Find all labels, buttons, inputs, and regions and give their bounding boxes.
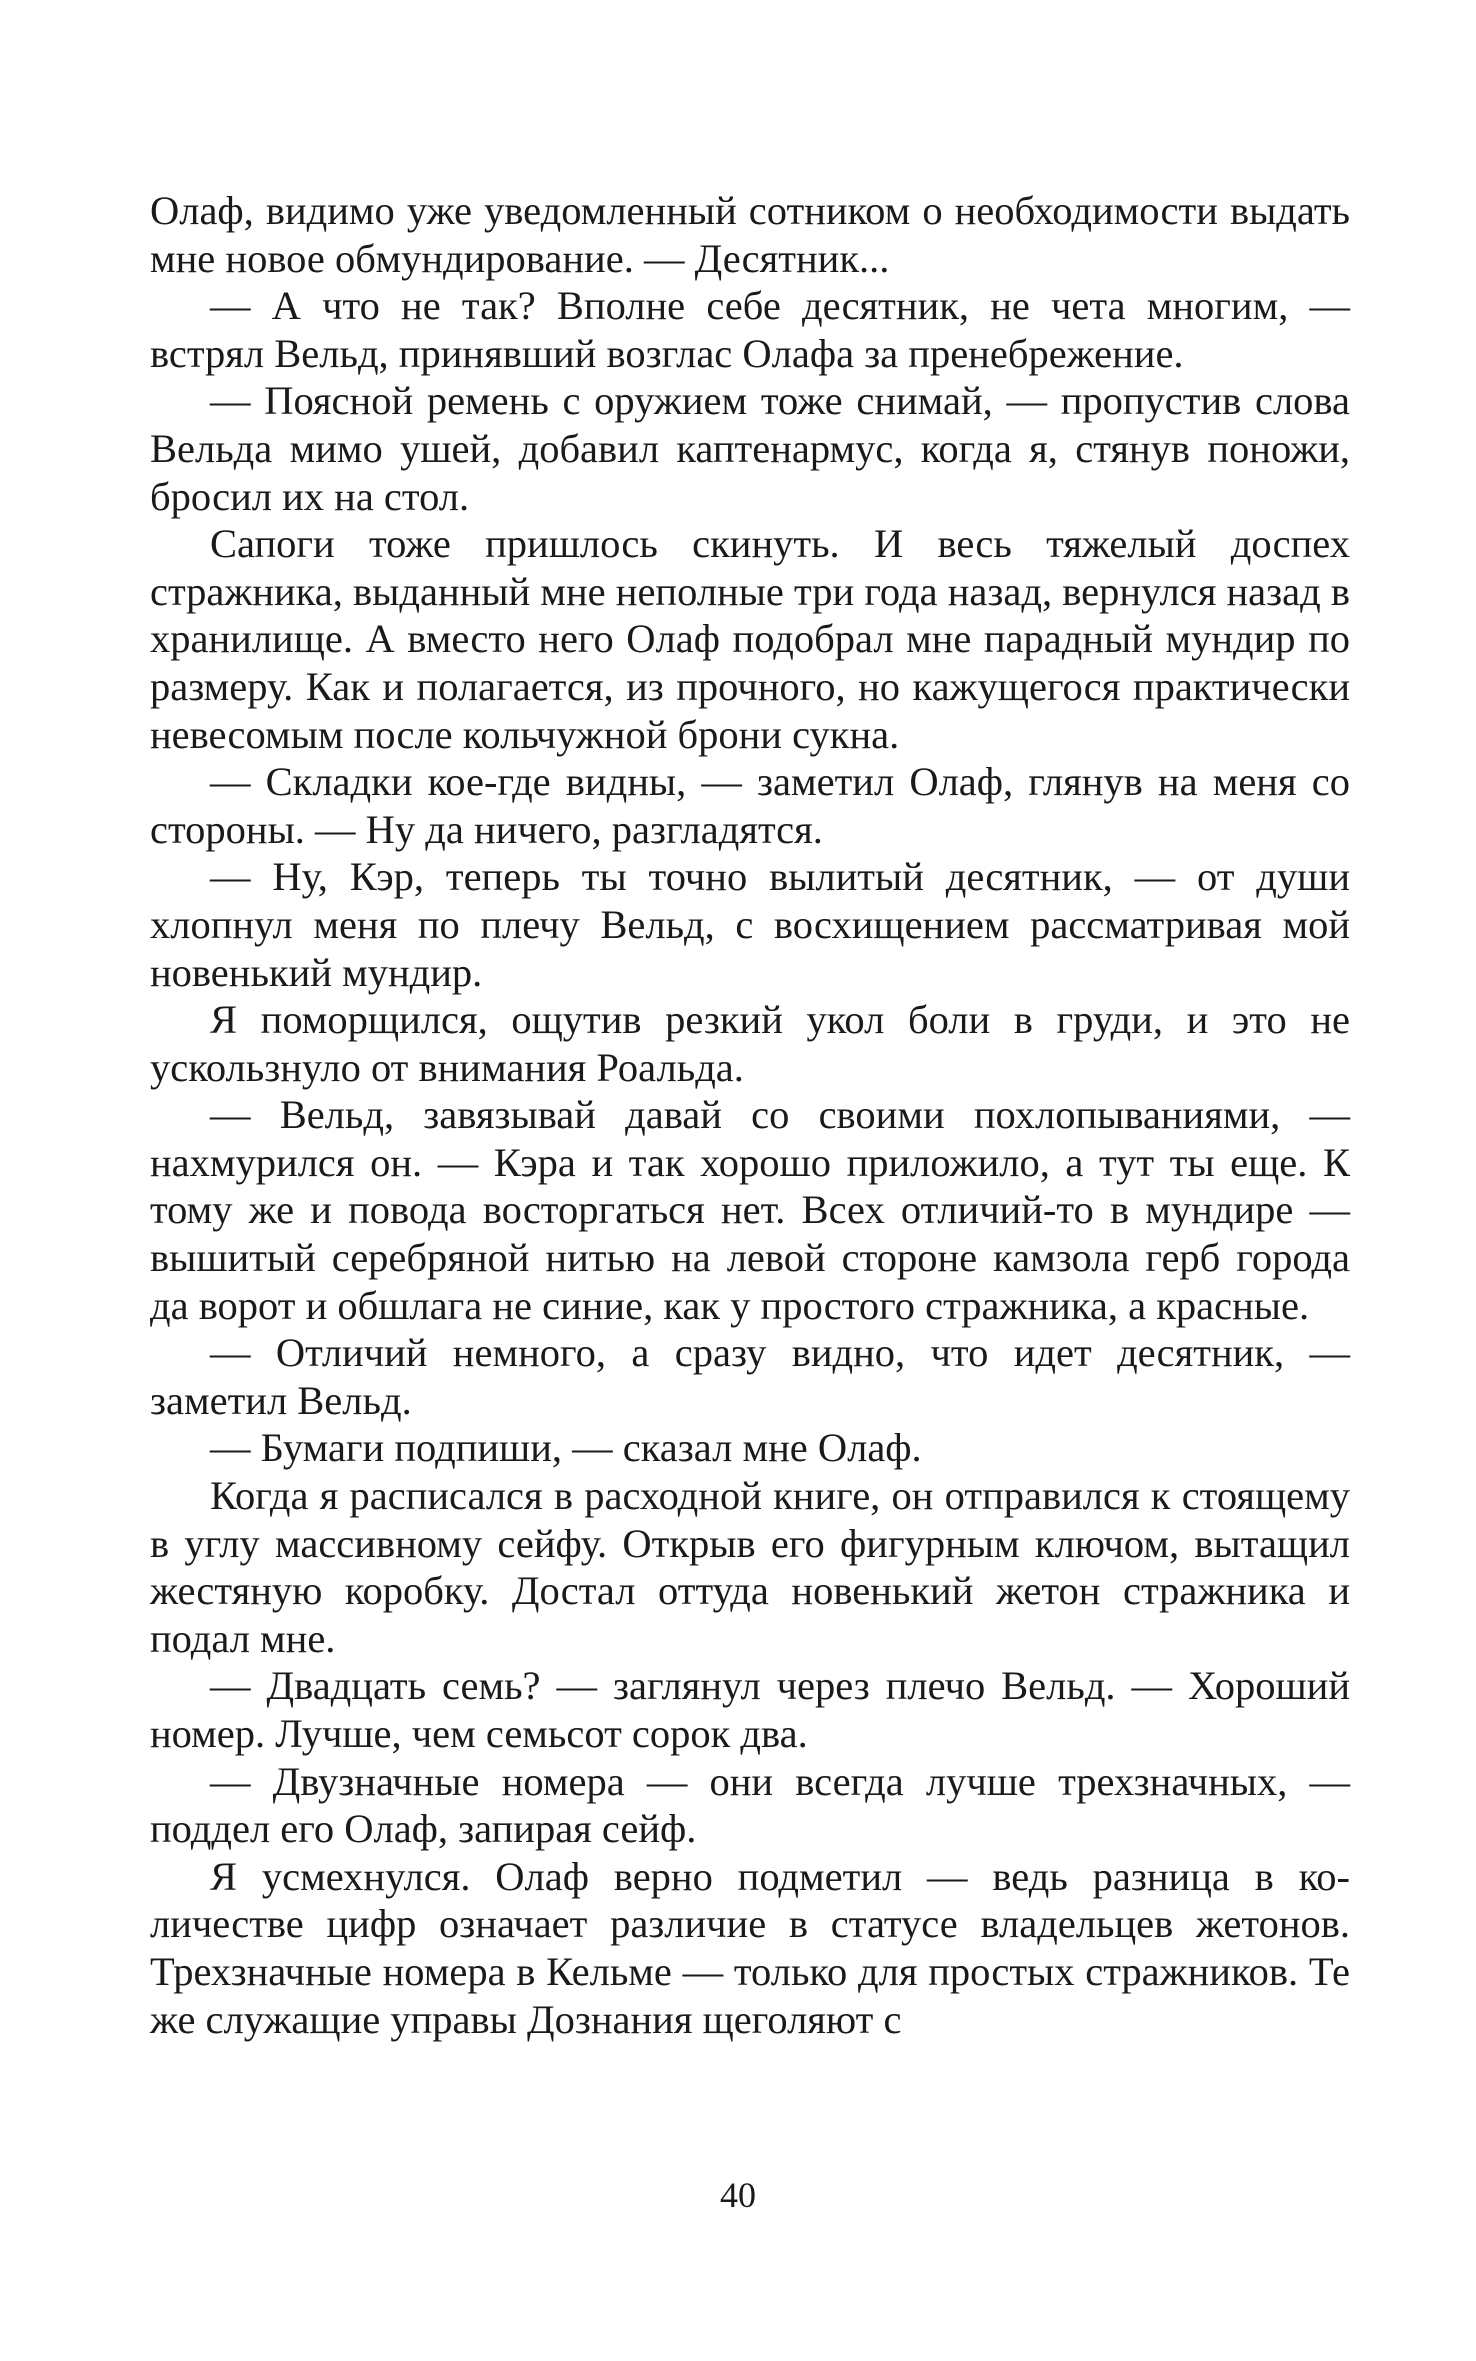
paragraph: — Складки кое-где видны, — заметил Олаф, глянув на меня со стороны. — Ну да ничего, разгладятся. [150,759,1350,852]
paragraph: — Вельд, завязывай давай со своими похлопываниями, — нахмурился он. — Кэра и так хорошо приложило, а тут ты еще. К тому же и повода восторгаться нет. Всех отличий-то в мундире — вышитый серебряной нитью на левой стороне камзола герб города да ворот и обшлага не синие, как у простого стражника, а красные. [150,1092,1350,1328]
paragraph: — Ну, Кэр, теперь ты точно вылитый десятник, — от души хлопнул меня по плечу Вельд, с восхищением рассматривая мой новенький мундир. [150,854,1350,995]
paragraph: Когда я расписался в расходной книге, он отправился к стоящему в углу массивному сейфу. Открыв его фигурным ключом, вытащил жестяную коробку. Достал оттуда новенький жетон стражника и подал мне. [150,1473,1350,1661]
paragraph: Сапоги тоже пришлось скинуть. И весь тяжелый доспех стражника, выданный мне неполные три года назад, вернулся назад в хранилище. А вместо него Олаф подобрал мне парадный мундир по размеру. Как и полагается, из прочного, но кажущегося практически невесомым после кольчужной брони сукна. [150,521,1350,757]
paragraph: — А что не так? Вполне себе десятник, не чета многим, — встрял Вельд, принявший возглас Олафа за пренебрежение. [150,283,1350,376]
paragraph: Олаф, видимо уже уведомленный сотником о необходимости выдать мне новое обмундирование. — Десятник... [150,188,1350,281]
paragraph: — Двузначные номера — они всегда лучше трехзначных, — поддел его Олаф, запирая сейф. [150,1758,1350,1852]
paragraph: Я поморщился, ощутив резкий укол боли в груди, и это не ускользнуло от внимания Роальда. [150,997,1350,1090]
paragraph: — Бумаги подпиши, — сказал мне Олаф. [210,1425,922,1471]
paragraph: Я усмехнулся. Олаф верно подметил — ведь разница в количестве цифр означает различие в статусе владельцев жетонов. Трехзначные номера в Кельме — только для простых стражников. Те же служащие управы Дознания щеголяют с [150,1853,1350,2042]
paragraph: — Поясной ремень с оружием тоже снимай, — пропустив слова Вельда мимо ушей, добавил каптенармус, когда я, стянув поножи, бросил их на стол. [150,378,1350,519]
page-number: 40 [720,2175,756,2215]
paragraph: — Отличий немного, а сразу видно, что идет десятник, — заметил Вельд. [150,1330,1350,1423]
body-text [150,187,1350,2043]
paragraph: — Двадцать семь? — заглянул через плечо Вельд. — Хороший номер. Лучше, чем семьсот сорок два. [150,1663,1350,1756]
